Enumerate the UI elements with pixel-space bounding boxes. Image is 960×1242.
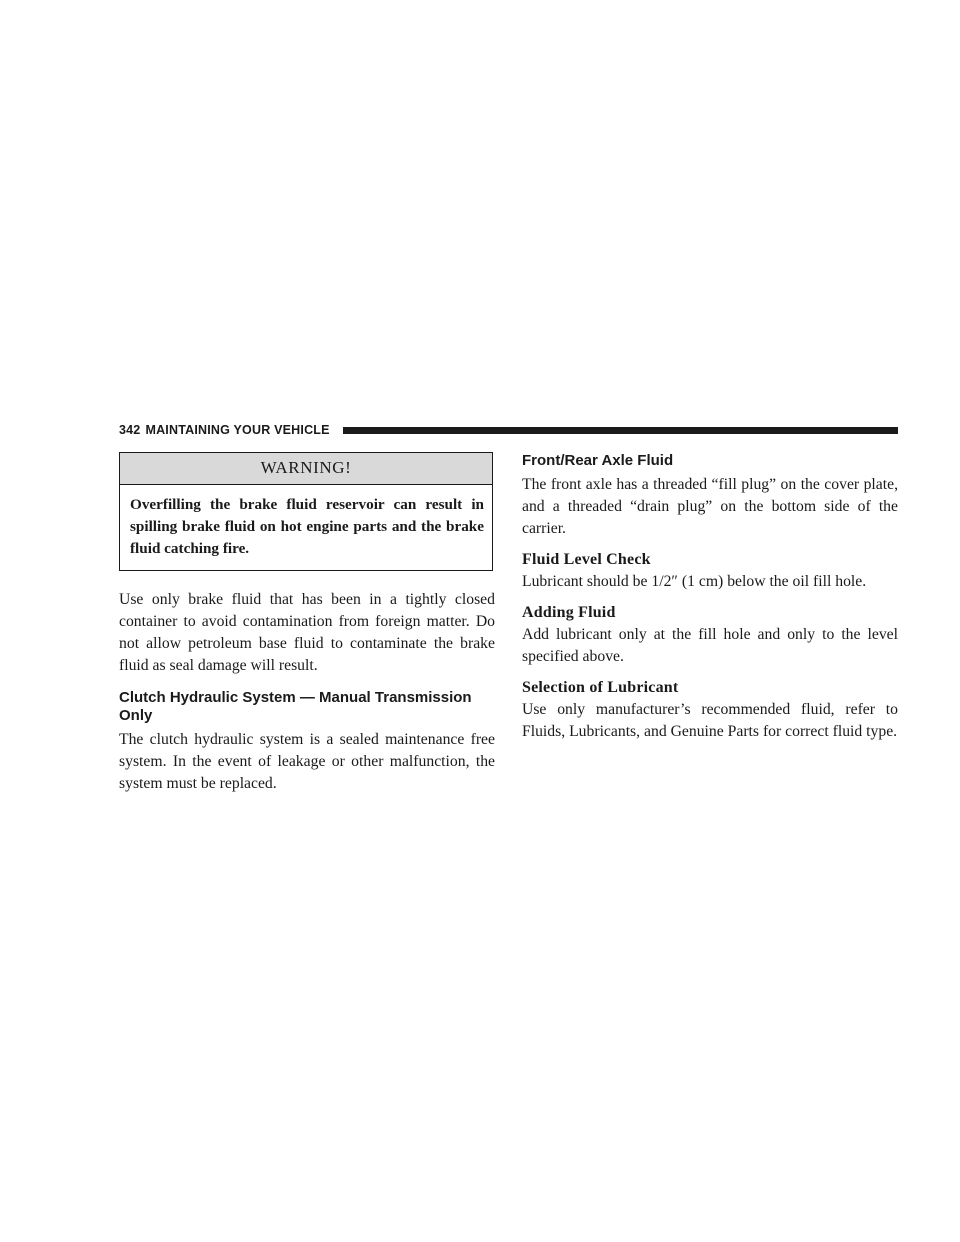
right-column xyxy=(522,452,898,743)
left-column xyxy=(119,452,495,795)
section-title: MAINTAINING YOUR VEHICLE xyxy=(145,423,330,437)
brake-fluid-paragraph: Use only brake fluid that has been in a tightly closed container to avoid contamination from foreign matter. Do not allow petroleum base fluid to contaminate the brake fluid as seal damage will result. xyxy=(119,591,495,674)
running-header xyxy=(119,423,335,437)
warning-body: Overfilling the brake fluid reservoir can result in spilling brake fluid on hot engine parts and the brake fluid catching fire. xyxy=(130,496,484,557)
header-rule xyxy=(343,427,898,434)
axle-heading: Front/Rear Axle Fluid xyxy=(522,452,674,469)
clutch-heading: Clutch Hydraulic System — Manual Transmission Only xyxy=(119,689,472,724)
page-number: 342 xyxy=(119,423,141,437)
selection-paragraph: Use only manufacturer’s recommended fluid, refer to Fluids, Lubricants, and Genuine Parts for correct fluid type. xyxy=(522,701,898,740)
page-header xyxy=(119,420,898,440)
selection-heading: Selection of Lubricant xyxy=(522,679,679,696)
level-check-paragraph: Lubricant should be 1/2″ (1 cm) below the oil fill hole. xyxy=(522,573,867,590)
warning-title: WARNING! xyxy=(120,453,492,485)
adding-fluid-paragraph: Add lubricant only at the fill hole and only to the level specified above. xyxy=(522,626,898,665)
warning-box xyxy=(119,452,493,571)
axle-paragraph: The front axle has a threaded “fill plug” on the cover plate, and a threaded “drain plug” on the bottom side of the carrier. xyxy=(522,476,898,537)
clutch-paragraph: The clutch hydraulic system is a sealed maintenance free system. In the event of leakage or other malfunction, the system must be replaced. xyxy=(119,731,495,792)
level-check-heading: Fluid Level Check xyxy=(522,551,651,568)
adding-fluid-heading: Adding Fluid xyxy=(522,604,616,621)
